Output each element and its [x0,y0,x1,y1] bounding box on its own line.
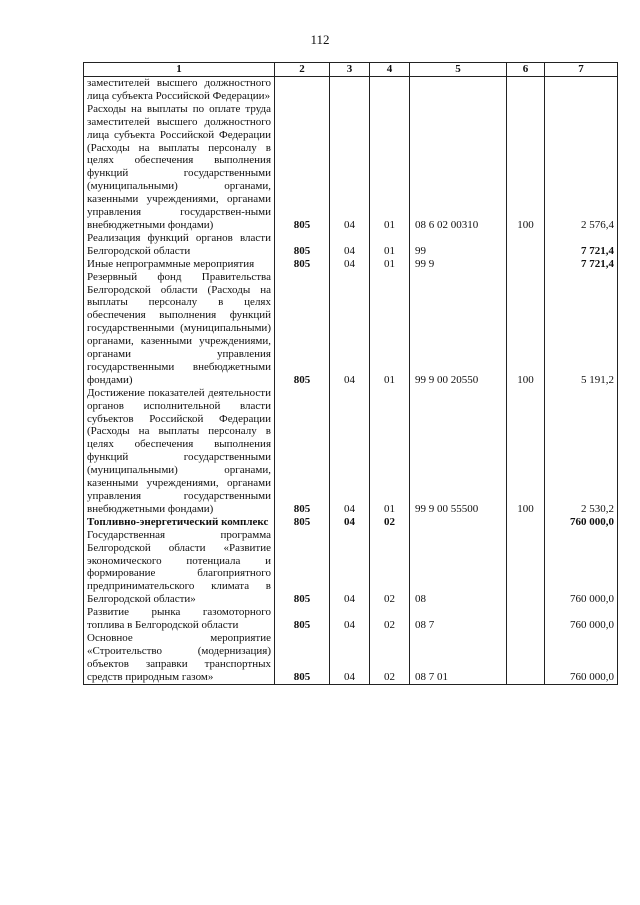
cell-col-7: 760 000,0 [545,606,618,632]
cell-col-7: 760 000,0 [545,516,618,529]
cell-col-4: 01 [370,232,410,258]
column-header: 2 [275,63,330,77]
cell-col-4: 01 [370,258,410,271]
row-description: Топливно-энергетический комплекс [84,516,275,529]
cell-col-6 [507,606,545,632]
cell-col-6 [507,258,545,271]
cell-col-4: 01 [370,271,410,387]
cell-col-3: 04 [330,516,370,529]
cell-col-4: 02 [370,516,410,529]
column-header: 5 [410,63,507,77]
cell-col-6: 100 [507,103,545,232]
cell-col-7: 760 000,0 [545,529,618,606]
table-header-row [84,63,618,77]
cell-col-7: 2 576,4 [545,103,618,232]
cell-col-3: 04 [330,387,370,516]
row-description: Резервный фонд Правительства Белгородской области (Расходы на выплаты персоналу в целях обеспечения выполнения функций государственными (муниципальными) органами, казенными учреждениями, органами управления государственными внебюджетными фондами) [84,271,275,387]
cell-col-6: 100 [507,387,545,516]
row-description: Достижение показателей деятельности органов исполнительной власти субъектов Российской Федерации (Расходы на выплаты персоналу в целях обеспечения выполнения функций государственными (муниципальными) органами, казенными учреждениями, органами управления государственными внебюджетными фондами) [84,387,275,516]
cell-col-2 [275,77,330,103]
cell-col-5: 99 [410,232,507,258]
cell-col-3: 04 [330,258,370,271]
cell-col-3: 04 [330,606,370,632]
cell-col-5: 99 9 00 20550 [410,271,507,387]
cell-col-3: 04 [330,632,370,684]
table-row [84,77,618,103]
cell-col-2: 805 [275,632,330,684]
cell-col-4: 02 [370,632,410,684]
cell-col-7: 7 721,4 [545,232,618,258]
cell-col-7: 2 530,2 [545,387,618,516]
table-row [84,271,618,387]
budget-table [83,62,618,685]
cell-col-5: 08 [410,529,507,606]
table-row [84,606,618,632]
row-description: Развитие рынка газомоторного топлива в Белгородской области [84,606,275,632]
cell-col-2: 805 [275,606,330,632]
row-description: заместителей высшего должностного лица субъекта Российской Федерации» [84,77,275,103]
column-header: 7 [545,63,618,77]
column-header: 1 [84,63,275,77]
cell-col-5 [410,516,507,529]
cell-col-4: 02 [370,529,410,606]
row-description: Основное мероприятие «Строительство (модернизация) объектов заправки транспортных средств природным газом» [84,632,275,684]
cell-col-6 [507,232,545,258]
cell-col-3: 04 [330,232,370,258]
table-row [84,103,618,232]
table-row [84,387,618,516]
cell-col-3: 04 [330,103,370,232]
cell-col-2: 805 [275,258,330,271]
row-description: Государственная программа Белгородской области «Развитие экономического потенциала и формирование благоприятного предпринимательского климата в Белгородской области» [84,529,275,606]
row-description: Реализация функций органов власти Белгородской области [84,232,275,258]
cell-col-3: 04 [330,271,370,387]
cell-col-5: 08 7 [410,606,507,632]
column-header: 4 [370,63,410,77]
column-header: 3 [330,63,370,77]
cell-col-5 [410,77,507,103]
cell-col-6: 100 [507,271,545,387]
cell-col-2: 805 [275,271,330,387]
cell-col-3 [330,77,370,103]
cell-col-4: 01 [370,387,410,516]
cell-col-2: 805 [275,103,330,232]
table-row [84,529,618,606]
cell-col-7: 5 191,2 [545,271,618,387]
table-row [84,258,618,271]
cell-col-6 [507,529,545,606]
cell-col-2: 805 [275,516,330,529]
row-description: Расходы на выплаты по оплате труда заместителей высшего должностного лица субъекта Российской Федерации (Расходы на выплаты персоналу в целях обеспечения выполнения функций государственными (муниципальными) органами, казенными учреждениями, органами управления государствен-ными внебюджетными фондами) [84,103,275,232]
cell-col-4 [370,77,410,103]
cell-col-5: 08 6 02 00310 [410,103,507,232]
row-description: Иные непрограммные мероприятия [84,258,275,271]
cell-col-6 [507,516,545,529]
cell-col-5: 99 9 00 55500 [410,387,507,516]
cell-col-7: 7 721,4 [545,258,618,271]
page-number: 112 [310,32,330,47]
cell-col-6 [507,632,545,684]
cell-col-2: 805 [275,387,330,516]
column-header: 6 [507,63,545,77]
cell-col-4: 01 [370,103,410,232]
cell-col-3: 04 [330,529,370,606]
cell-col-7 [545,77,618,103]
cell-col-6 [507,77,545,103]
cell-col-4: 02 [370,606,410,632]
cell-col-7: 760 000,0 [545,632,618,684]
cell-col-5: 99 9 [410,258,507,271]
table-row [84,232,618,258]
cell-col-2: 805 [275,529,330,606]
table-row [84,516,618,529]
cell-col-5: 08 7 01 [410,632,507,684]
table-row [84,632,618,684]
cell-col-2: 805 [275,232,330,258]
